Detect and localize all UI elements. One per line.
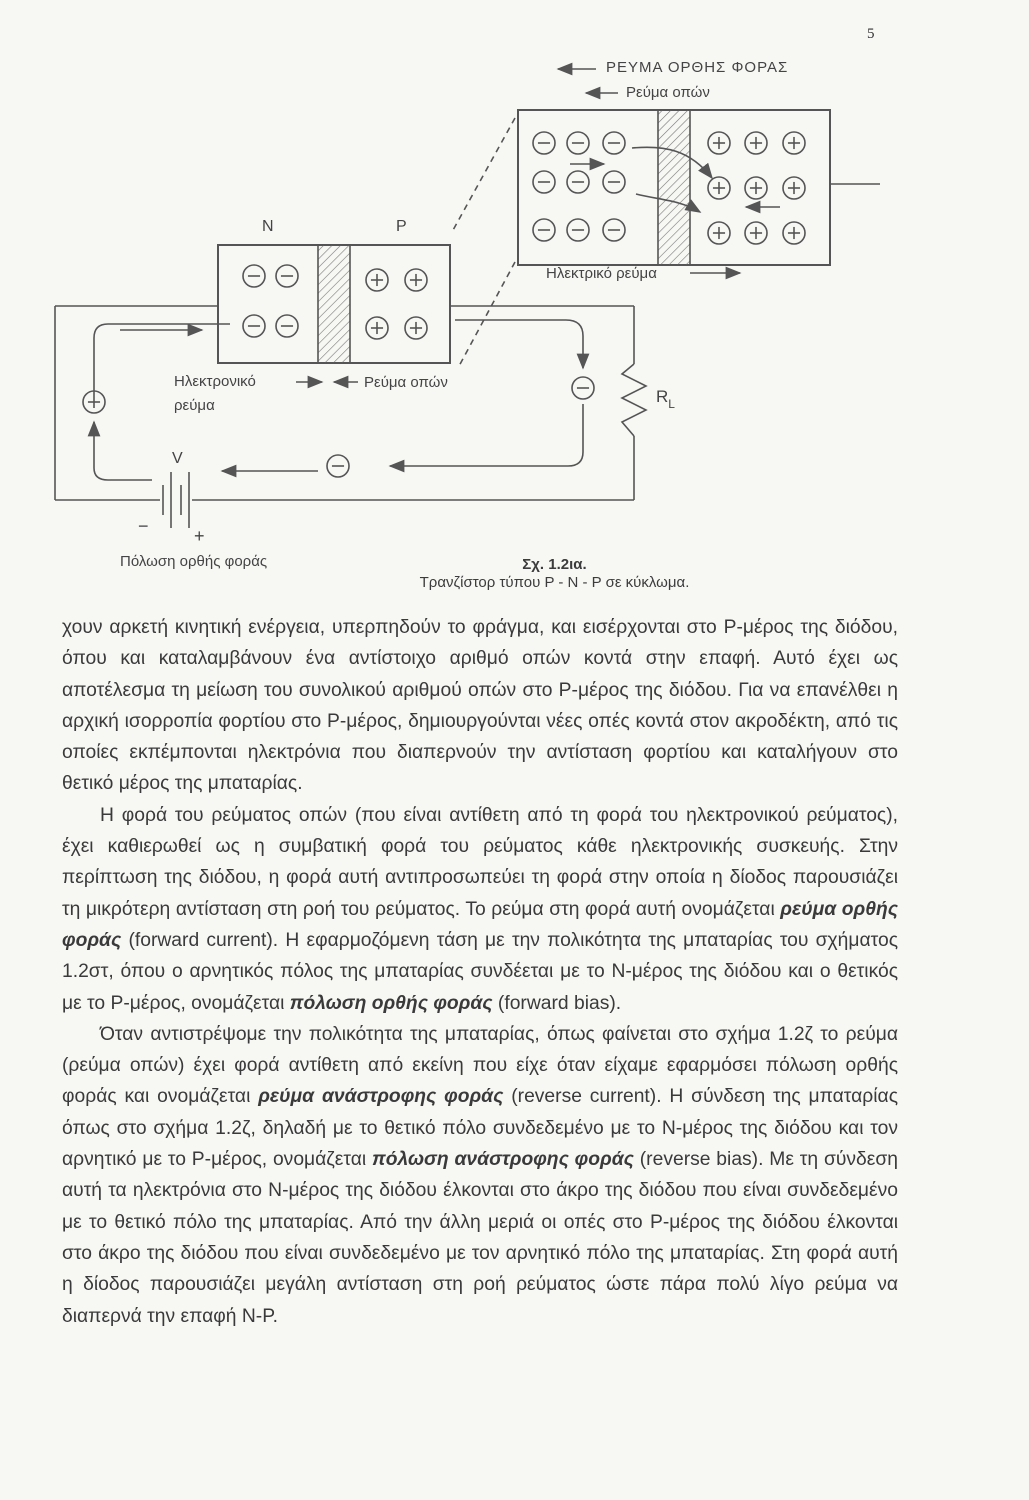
term-forward-bias: πόλωση ορθής φοράς xyxy=(289,992,493,1014)
electron-current-label: Ηλεκτρονικό xyxy=(174,373,256,390)
battery-minus-label: − xyxy=(138,516,149,536)
electron-symbol xyxy=(533,171,555,193)
hole-current-top-label: Ρεύμα οπών xyxy=(626,84,710,101)
hole-symbol xyxy=(745,132,767,154)
hole-symbol xyxy=(783,177,805,199)
electron-symbol xyxy=(603,219,625,241)
electron-symbol xyxy=(243,265,265,287)
forward-current-label: ΡΕΥΜΑ ΟΡΘΗΣ ΦΟΡΑΣ xyxy=(606,59,789,76)
electron-current-label-2: ρεύμα xyxy=(174,397,215,414)
hole-symbol xyxy=(708,132,730,154)
pn-junction-circuit-diagram xyxy=(0,0,1029,600)
electron-symbol xyxy=(567,219,589,241)
electron-symbol xyxy=(567,171,589,193)
forward-bias-label: Πόλωση ορθής φοράς xyxy=(120,553,268,570)
hole-current-mid-label: Ρεύμα οπών xyxy=(364,374,448,391)
term-forward-current: ρεύμα ορθής φοράς xyxy=(62,898,898,951)
hole-symbol xyxy=(708,177,730,199)
hole-symbol xyxy=(405,269,427,291)
electron-symbol xyxy=(276,265,298,287)
electron-symbol xyxy=(533,219,555,241)
p-region-label: P xyxy=(396,218,407,235)
electric-current-label: Ηλεκτρικό ρεύμα xyxy=(546,265,657,282)
term-reverse-bias: πόλωση ανάστροφης φοράς xyxy=(372,1149,634,1171)
electron-symbol xyxy=(276,315,298,337)
n-region-label: N xyxy=(262,218,274,235)
figure-caption: Τρανζίστορ τύπου P - N - P σε κύκλωμα. xyxy=(419,574,690,591)
hole-symbol xyxy=(745,177,767,199)
hole-symbol xyxy=(366,317,388,339)
electron-symbol xyxy=(567,132,589,154)
load-resistor-label: $R_L$ xyxy=(656,387,675,411)
hole-symbol xyxy=(783,132,805,154)
battery-plus-label: + xyxy=(194,526,205,546)
hole-symbol xyxy=(405,317,427,339)
electron-symbol xyxy=(243,315,265,337)
electron-symbol xyxy=(533,132,555,154)
voltage-label: V xyxy=(172,450,183,467)
electron-symbol xyxy=(327,455,349,477)
body-text xyxy=(62,612,898,1332)
hole-symbol xyxy=(745,222,767,244)
electron-symbol xyxy=(603,132,625,154)
paragraph-3: Όταν αντιστρέψομε την πολικότητα της μπαταρίας, όπως φαίνεται στο σχήμα 1.2ζ το ρεύμα (ρεύμα οπών) έχει φορά αντίθετη από εκείνη που είχε όταν είχαμε εφαρμόσει πόλωση ορθής φοράς και ονομάζεται ρεύμα ανάστροφης φοράς (reverse current). Η σύνδεση της μπαταρίας όπως στο σχήμα 1.2ζ, δηλαδή με το θετικό πόλο συνδεδεμένο με το N-μέρος της διόδου και τον αρνητικό με το P-μέρος, ονομάζεται πόλωση ανάστροφης φοράς (reverse bias). Με τη σύνδεση αυτή τα ηλεκτρόνια στο N-μέρος της διόδου έλκονται στο άκρο της διόδου που είναι συνδεδεμένο με το θετικό πόλο της μπαταρίας. Από την άλλη μεριά οι οπές στο P-μέρος της διόδου έλκονται στο άκρο της διόδου που είναι συνδεδεμένο με τον αρνητικό πόλο της μπαταρίας. Στη φορά αυτή η δίοδος παρουσιάζει μεγάλη αντίσταση στη ροή ρεύματος ώστε πάρα πολύ λίγο ρεύμα να διαπερνά την επαφή N-P. xyxy=(62,1023,899,1327)
hole-symbol xyxy=(708,222,730,244)
hole-symbol xyxy=(783,222,805,244)
electron-symbol xyxy=(603,171,625,193)
page-number: 5 xyxy=(867,26,875,42)
hole-symbol xyxy=(366,269,388,291)
paragraph-2: Η φορά του ρεύματος οπών (που είναι αντίθετη από τη φορά του ηλεκτρονικού ρεύματος), έχει καθιερωθεί ως η συμβατική φορά του ρεύματος κάθε ηλεκτρονικής συσκευής. Στην περίπτωση της διόδου, η φορά αυτή αντιπροσωπεύει τη φορά στην οποία η δίοδος παρουσιάζει τη μικρότερη αντίσταση στη ροή του ρεύματος. Το ρεύμα στη φορά αυτή ονομάζεται ρεύμα ορθής φοράς (forward current). Η εφαρμοζόμενη τάση με την πολικότητα της μπαταρίας του σχήματος 1.2στ, όπου ο αρνητικός πόλος της μπαταρίας συνδέεται με το N-μέρος της διόδου και ο θετικός με το P-μέρος, ονομάζεται πόλωση ορθής φοράς (forward bias). xyxy=(62,804,898,1014)
term-reverse-current: ρεύμα ανάστροφης φοράς xyxy=(258,1086,504,1108)
electron-symbol xyxy=(572,377,594,399)
figure-number: Σχ. 1.2ια. xyxy=(522,556,587,573)
paragraph-1: χουν αρκετή κινητική ενέργεια, υπερπηδούν το φράγμα, και εισέρχονται στο P-μέρος της διόδου, όπου και καταλαμβάνουν ένα αντίστοιχο αριθμό οπών κοντά στην επαφή. Αυτό έχει ως αποτέλεσμα τη μείωση του συνολικού αριθμού οπών στο P-μέρος της διόδου. Για να επανέλθει η αρχική ισορροπία φορτίου στο P-μέρος, δημιουργούνται νέες οπές κοντά στον ακροδέκτη, από τις οποίες εκπέμπονται ηλεκτρόνια που διαπερνούν την αντίσταση φορτίου και καταλήγουν στο θετικό μέρος της μπαταρίας. xyxy=(62,617,898,795)
